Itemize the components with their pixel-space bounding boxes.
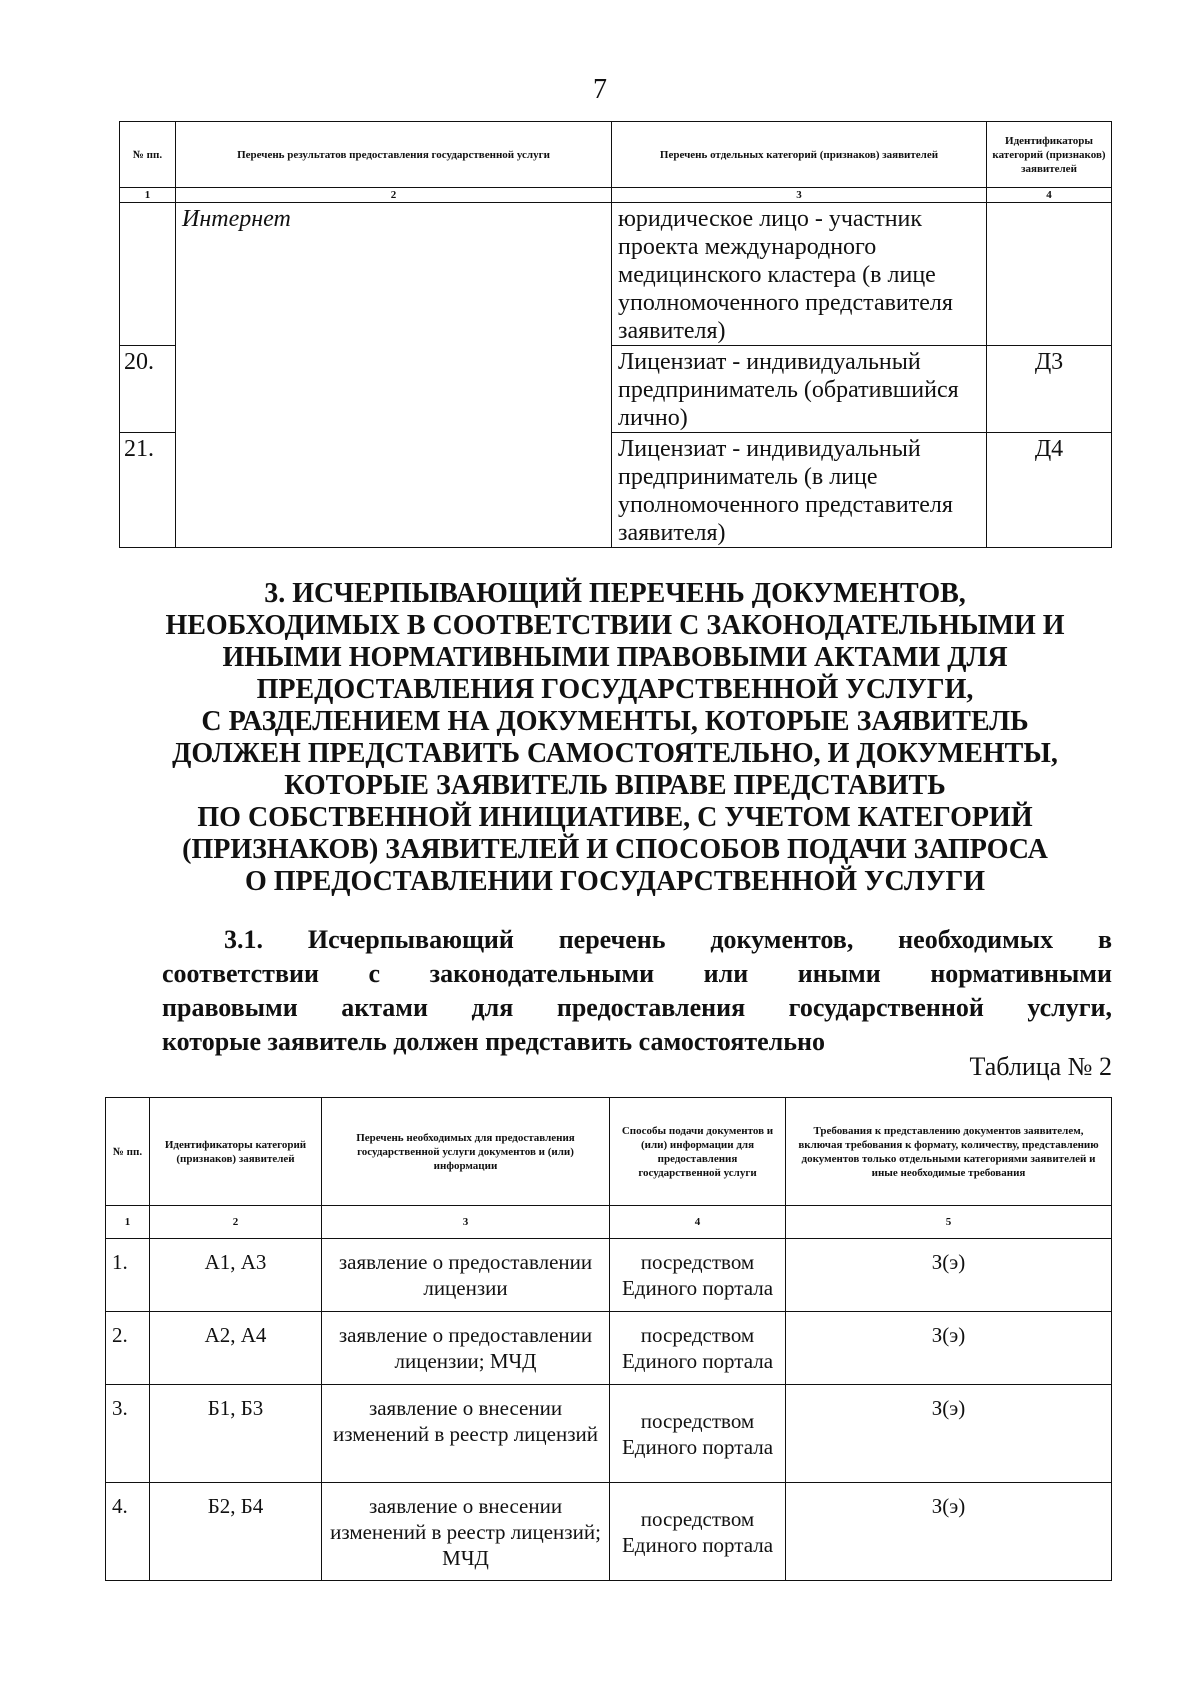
title-line: НЕОБХОДИМЫХ В СООТВЕТСТВИИ С ЗАКОНОДАТЕЛЬНЫМИ И bbox=[165, 610, 1065, 641]
row-number: 21. bbox=[120, 433, 176, 548]
column-number: 4 bbox=[610, 1206, 786, 1239]
column-header: Перечень необходимых для предоставления государственной услуги документов и (или) информации bbox=[322, 1098, 610, 1206]
row-number: 20. bbox=[120, 346, 176, 433]
service-result-text: Интернет bbox=[182, 206, 291, 232]
documents-cell: заявление о предоставлении лицензии bbox=[322, 1239, 610, 1312]
column-header: № пп. bbox=[106, 1098, 150, 1206]
table-header-row bbox=[120, 122, 1112, 188]
column-header: Требования к представлению документов заявителем, включая требования к формату, количеству, представлению документов только отдельными категориями заявителей и иные необходимые требования bbox=[786, 1098, 1112, 1206]
title-line: ПО СОБСТВЕННОЙ ИНИЦИАТИВЕ, С УЧЕТОМ КАТЕГОРИЙ bbox=[197, 802, 1033, 833]
column-header: № пп. bbox=[120, 122, 176, 188]
subsection-line: правовыми актами для предоставления государственной услуги, bbox=[162, 993, 1112, 1022]
title-line: С РАЗДЕЛЕНИЕМ НА ДОКУМЕНТЫ, КОТОРЫЕ ЗАЯВИТЕЛЬ bbox=[201, 706, 1029, 737]
documents-cell: заявление о внесении изменений в реестр лицензий bbox=[322, 1385, 610, 1483]
column-number-row bbox=[106, 1206, 1112, 1239]
table-row bbox=[120, 203, 1112, 346]
requirements-cell: З(э) bbox=[786, 1312, 1112, 1385]
table-header-row bbox=[106, 1098, 1112, 1206]
table-row bbox=[106, 1312, 1112, 1385]
submission-method-cell: посредством Единого портала bbox=[610, 1239, 786, 1312]
row-number bbox=[120, 203, 176, 346]
documents-table bbox=[105, 1097, 1112, 1581]
title-line: 3. ИСЧЕРПЫВАЮЩИЙ ПЕРЕЧЕНЬ ДОКУМЕНТОВ, bbox=[264, 578, 966, 609]
column-number: 5 bbox=[786, 1206, 1112, 1239]
row-number: 2. bbox=[106, 1312, 150, 1385]
identifier-cell: Б2, Б4 bbox=[150, 1483, 322, 1581]
category-cell: Лицензиат - индивидуальный предприниматель (в лице уполномоченного представителя заявителя) bbox=[612, 433, 987, 548]
identifier-cell: Д4 bbox=[987, 433, 1112, 548]
section-title bbox=[120, 578, 1110, 898]
column-number: 3 bbox=[612, 188, 987, 203]
identifier-cell: А2, А4 bbox=[150, 1312, 322, 1385]
row-number: 3. bbox=[106, 1385, 150, 1483]
identifier-cell bbox=[987, 203, 1112, 346]
column-header: Способы подачи документов и (или) информации для предоставления государственной услуги bbox=[610, 1098, 786, 1206]
column-header: Идентификаторы категорий (признаков) заявителей bbox=[987, 122, 1112, 188]
service-result bbox=[176, 203, 612, 548]
column-number: 2 bbox=[176, 188, 612, 203]
submission-method-cell: посредством Единого портала bbox=[610, 1483, 786, 1581]
column-number: 1 bbox=[106, 1206, 150, 1239]
category-cell: Лицензиат - индивидуальный предприниматель (обратившийся лично) bbox=[612, 346, 987, 433]
column-number-row bbox=[120, 188, 1112, 203]
subsection-line: соответствии с законодательными или иными нормативными bbox=[162, 959, 1112, 988]
column-header: Перечень отдельных категорий (признаков) заявителей bbox=[612, 122, 987, 188]
column-header: Перечень результатов предоставления государственной услуги bbox=[176, 122, 612, 188]
title-line: ИНЫМИ НОРМАТИВНЫМИ ПРАВОВЫМИ АКТАМИ ДЛЯ bbox=[222, 642, 1008, 673]
table-row bbox=[106, 1239, 1112, 1312]
documents-cell: заявление о предоставлении лицензии; МЧД bbox=[322, 1312, 610, 1385]
requirements-cell: З(э) bbox=[786, 1483, 1112, 1581]
category-cell: юридическое лицо - участник проекта международного медицинского кластера (в лице уполномоченного представителя заявителя) bbox=[612, 203, 987, 346]
row-number: 4. bbox=[106, 1483, 150, 1581]
table-row bbox=[106, 1483, 1112, 1581]
subsection-line: 3.1. Исчерпывающий перечень документов, необходимых в bbox=[224, 925, 1112, 954]
submission-method-cell: посредством Единого портала bbox=[610, 1312, 786, 1385]
identifier-cell: Д3 bbox=[987, 346, 1112, 433]
column-number: 4 bbox=[987, 188, 1112, 203]
requirements-cell: З(э) bbox=[786, 1385, 1112, 1483]
column-number: 1 bbox=[120, 188, 176, 203]
column-header: Идентификаторы категорий (признаков) заявителей bbox=[150, 1098, 322, 1206]
subsection-heading bbox=[162, 923, 1112, 1059]
submission-method-cell: посредством Единого портала bbox=[610, 1385, 786, 1483]
title-line: ПРЕДОСТАВЛЕНИЯ ГОСУДАРСТВЕННОЙ УСЛУГИ, bbox=[256, 674, 974, 705]
identifier-cell: Б1, Б3 bbox=[150, 1385, 322, 1483]
page-number: 7 bbox=[593, 74, 607, 105]
subsection-line: которые заявитель должен представить самостоятельно bbox=[162, 1027, 825, 1056]
title-line: ДОЛЖЕН ПРЕДСТАВИТЬ САМОСТОЯТЕЛЬНО, И ДОКУМЕНТЫ, bbox=[172, 738, 1058, 769]
identifier-cell: А1, А3 bbox=[150, 1239, 322, 1312]
title-line: О ПРЕДОСТАВЛЕНИИ ГОСУДАРСТВЕННОЙ УСЛУГИ bbox=[244, 866, 986, 897]
table-row bbox=[106, 1385, 1112, 1483]
requirements-cell: З(э) bbox=[786, 1239, 1112, 1312]
table-caption: Таблица № 2 bbox=[969, 1052, 1112, 1081]
row-number: 1. bbox=[106, 1239, 150, 1312]
column-number: 3 bbox=[322, 1206, 610, 1239]
categories-table bbox=[119, 121, 1112, 548]
title-line: (ПРИЗНАКОВ) ЗАЯВИТЕЛЕЙ И СПОСОБОВ ПОДАЧИ ЗАПРОСА bbox=[182, 834, 1048, 865]
column-number: 2 bbox=[150, 1206, 322, 1239]
documents-cell: заявление о внесении изменений в реестр лицензий; МЧД bbox=[322, 1483, 610, 1581]
title-line: КОТОРЫЕ ЗАЯВИТЕЛЬ ВПРАВЕ ПРЕДСТАВИТЬ bbox=[284, 770, 946, 801]
